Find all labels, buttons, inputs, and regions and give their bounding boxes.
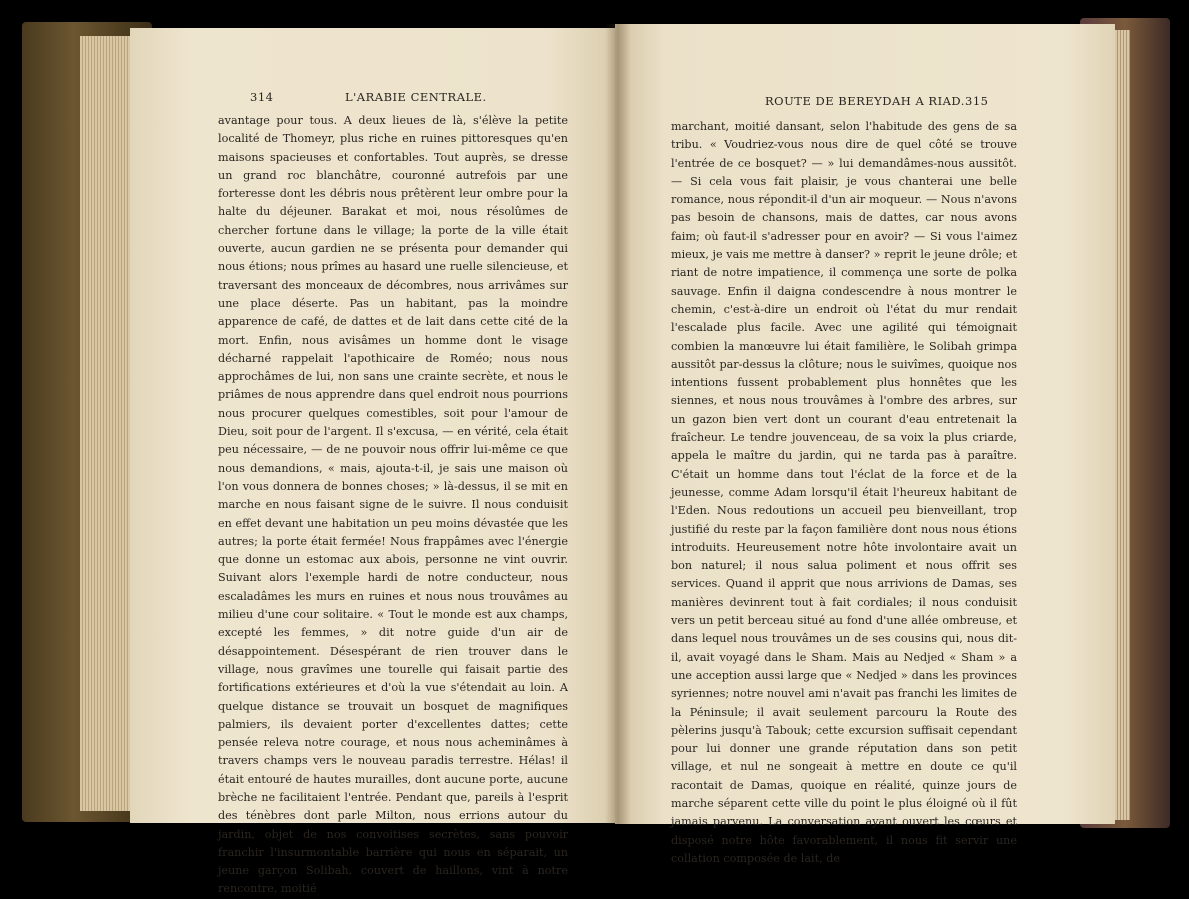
- book-gutter: [605, 24, 631, 824]
- right-page-text: marchant, moitié dansant, selon l'habitude des gens de sa tribu. « Voudriez-vous nous dire de quel côté se trouve l'entrée de ce bosquet? — » lui demandâmes-nous aussitôt. — Si cela vous fait plaisir, je vous chanterai une belle romance, nous répondit-il d'un air moqueur. — Nous n'avons pas besoin de chansons, mais de dattes, car nous avons faim; où faut-il s'adresser pour en avoir? — Si vous l'aimez mieux, je vais me mettre à danser? » reprit le jeune drôle; et riant de notre impatience, il commença une sorte de polka sauvage. Enfin il daigna condescendre à nous montrer le chemin, c'est-à-dire un endroit où l'état du mur rendait l'escalade plus facile. Avec une agilité qui témoignait combien la manœuvre lui était familière, le Solibah grimpa aussitôt par-dessus la clôture; nous le suivîmes, quoique nos intentions fussent probablement plus honnêtes que les siennes, et nous nous trouvâmes à l'ombre des arbres, sur un gazon bien vert dont un courant d'eau entretenait la fraîcheur. Le tendre jouvenceau, de sa voix la plus criarde, appela le maître du jardin, qui ne tarda pas à paraître. C'était un homme dans tout l'éclat de la force et de la jeunesse, comme Adam lorsqu'il était l'heureux habitant de l'Eden. Nous redoutions un accueil peu bienveillant, trop justifié du reste par la façon familière dont nous nous étions introduits. Heureusement notre hôte involontaire avait un bon naturel; il nous salua poliment et nous offrit ses services. Quand il apprit que nous arrivions de Damas, ses manières devinrent tout à fait cordiales; il nous conduisit vers un petit berceau situé au fond d'une allée ombreuse, et dans lequel nous trouvâmes un de ses cousins qui, nous dit-il, avait voyagé dans le Sham. Mais au Nedjed « Sham » a une acception aussi large que « Nedjed » dans les provinces syriennes; notre nouvel ami n'avait pas franchi les limites de la Péninsule; il avait seulement parcouru la Route des pèlerins jusqu'à Tabouk; cette excursion suffisait cependant pour lui donner une grande réputation dans son petit village, et nul ne songeait à mettre en doute ce qu'il racontait de Damas, quoique en réalité, quinze jours de marche séparent cette ville du point le plus éloigné où il fût jamais parvenu. La conversation ayant ouvert les cœurs et disposé notre hôte favorablement, il nous fit servir une collation composée de lait, de: [671, 120, 1017, 865]
- right-page-number: 315: [965, 94, 989, 108]
- right-running-head: ROUTE DE BEREYDAH A RIAD.: [765, 94, 965, 108]
- left-page: [130, 28, 620, 896]
- left-page-number: 314: [250, 90, 274, 104]
- left-page-text: avantage pour tous. A deux lieues de là, s'élève la petite localité de Thomeyr, plus riche en ruines pittoresques qu'en maisons spacieuses et confortables. Tout auprès, se dresse un grand roc blanchâtre, couronné autrefois par une forteresse dont les débris nous prêtèrent leur ombre pour la halte du déjeuner. Barakat et moi, nous résolûmes de chercher fortune dans le village; la porte de la ville était ouverte, aucun gardien ne se présenta pour demander qui nous étions; nous prîmes au hasard une ruelle silencieuse, et traversant des monceaux de décombres, nous arrivâmes sur une place déserte. Pas un habitant, pas la moindre apparence de café, de dattes et de lait dans cette cité de la mort. Enfin, nous avisâmes un homme dont le visage décharné rappelait l'apothicaire de Roméo; nous nous approchâmes de lui, non sans une crainte secrète, et nous le priâmes de nous apprendre dans quel endroit nous pourrions nous procurer quelques comestibles, soit pour l'amour de Dieu, soit pour de l'argent. Il s'excusa, — en vérité, cela était peu nécessaire, — de ne pouvoir nous offrir lui-même ce que nous demandions, « mais, ajouta-t-il, je sais une maison où l'on vous donnera de bonnes choses; » là-dessus, il se mit en marche en nous faisant signe de le suivre. Il nous conduisit en effet devant une habitation un peu moins dévastée que les autres; la porte était fermée! Nous frappâmes avec l'énergie que donne un estomac aux abois, personne ne vint ouvrir. Suivant alors l'exemple hardi de notre conducteur, nous escaladâmes les murs en ruines et nous nous trouvâmes au milieu d'une cour solitaire. « Tout le monde est aux champs, excepté les femmes, » dit notre guide d'un air de désappointement. Désespérant de rien trouver dans le village, nous gravîmes une tourelle qui faisait partie des fortifications extérieures et d'où la vue s'étendait au loin. A quelque distance se trouvait un bosquet de magnifiques palmiers, ils devaient porter d'excellentes dattes; cette pensée releva notre courage, et nous nous acheminâmes à travers champs vers le nouveau paradis terrestre. Hélas! il était entouré de hautes murailles, dont aucune porte, aucune brèche ne facilitaient l'entrée. Pendant que, pareils à l'esprit des ténèbres dont parle Milton, nous errions autour du jardin, objet de nos convoitises secrètes, sans pouvoir franchir l'insurmontable barrière qui nous en séparait, un jeune garçon Solibah, couvert de haillons, vint à notre rencontre, moitié: [218, 114, 568, 896]
- right-page: [615, 24, 1115, 865]
- left-running-head: L'ARABIE CENTRALE.: [345, 90, 487, 104]
